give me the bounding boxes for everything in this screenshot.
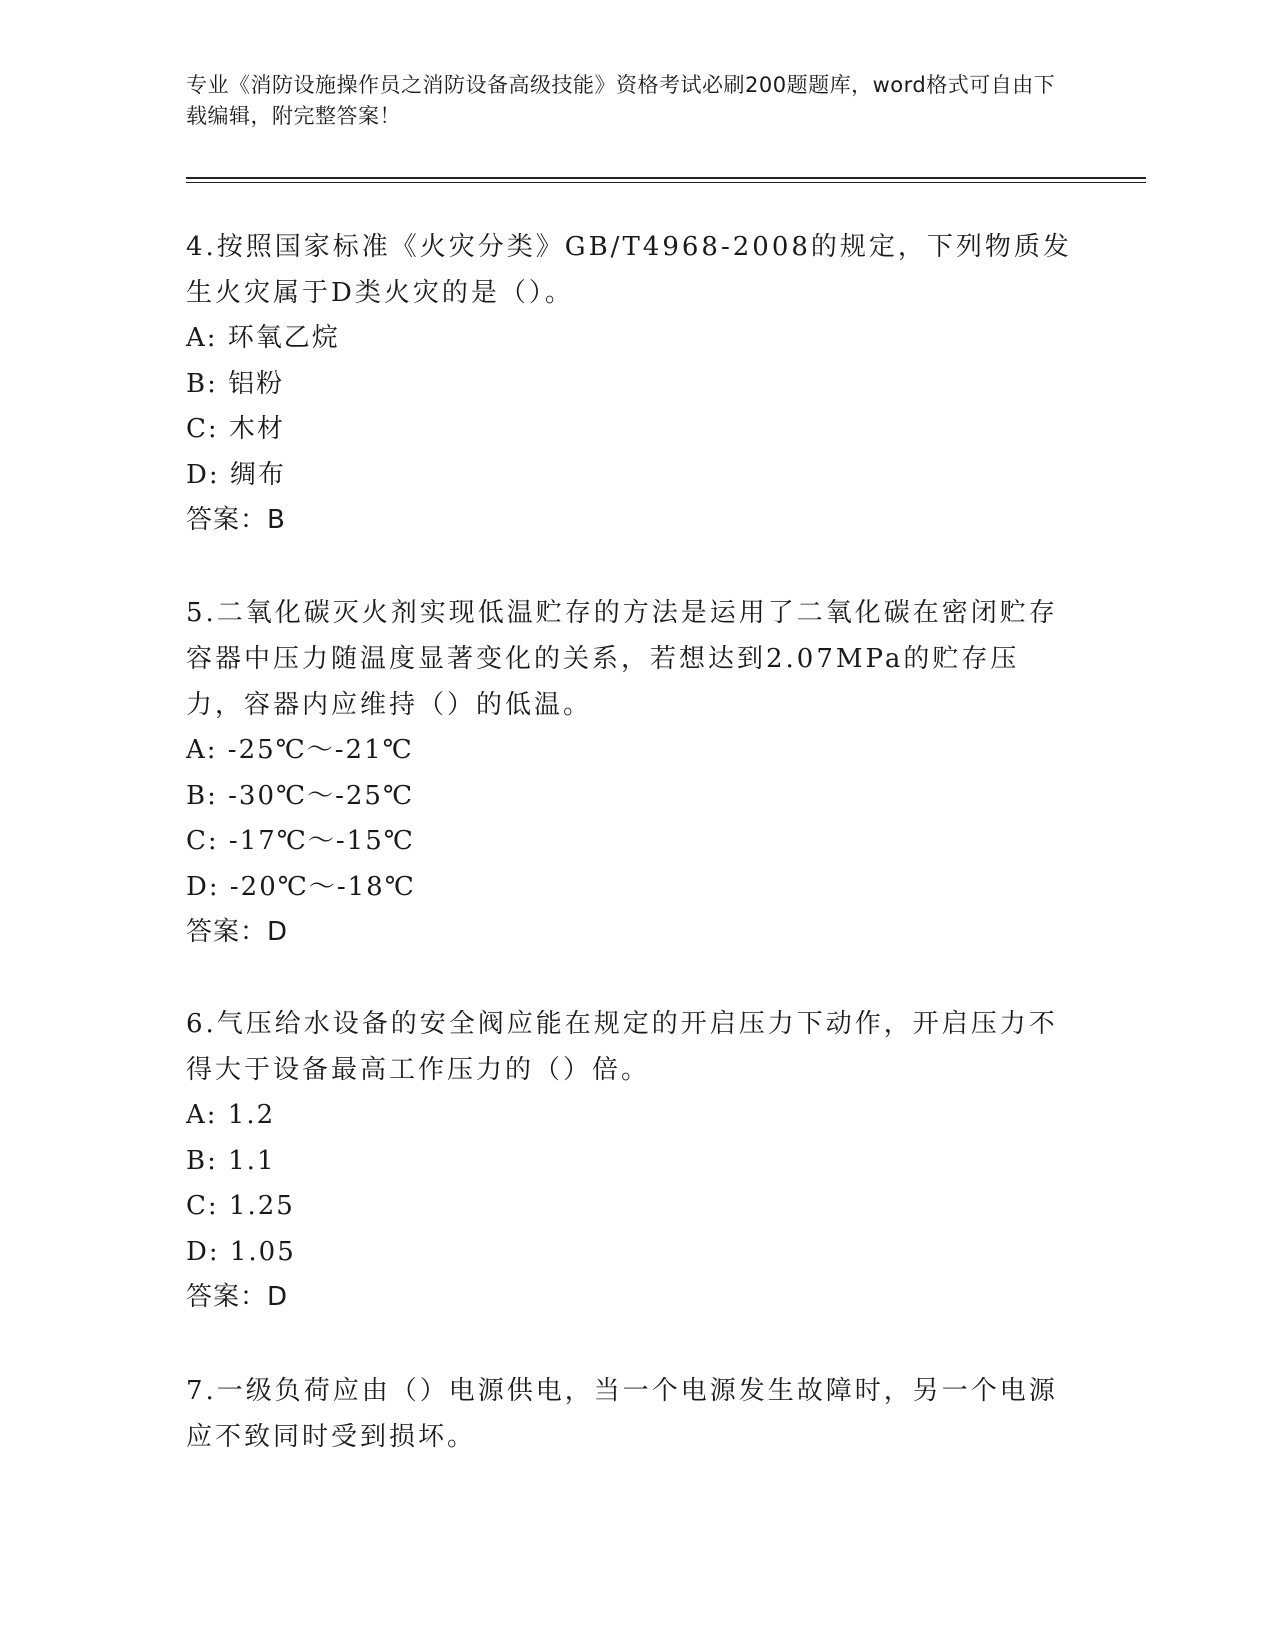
question-4 (186, 224, 1076, 543)
option-a: A: 1.2 (186, 1100, 276, 1130)
question-stem: 6.气压给水设备的安全阀应能在规定的开启压力下动作，开启压力不得大于设备最高工作压力的（）倍。 (186, 1009, 1058, 1085)
option-a: A: -25℃～-21℃ (186, 735, 414, 765)
option-d: D: 绸布 (186, 459, 286, 490)
option-c: C: 木材 (186, 414, 285, 444)
question-stem: 4.按照国家标准《火灾分类》GB/T4968-2008的规定，下列物质发生火灾属于D类火灾的是（）。 (186, 232, 1072, 308)
question-6 (186, 1001, 1076, 1320)
answer: 答案：D (186, 917, 289, 947)
option-b: B: 1.1 (186, 1145, 276, 1176)
header-divider-thin (186, 182, 1146, 183)
header-divider-thick (186, 177, 1146, 179)
option-c: C: 1.25 (186, 1191, 295, 1221)
question-stem: 7.一级负荷应由（）电源供电，当一个电源发生故障时，另一个电源应不致同时受到损坏。 (186, 1376, 1058, 1452)
answer: 答案：D (186, 1282, 289, 1312)
option-b: B: -30℃～-25℃ (186, 780, 415, 811)
answer: 答案：B (186, 505, 286, 535)
option-d: D: -20℃～-18℃ (186, 871, 416, 902)
document-header: 专业《消防设施操作员之消防设备高级技能》资格考试必刷200题题库，word格式可自由下载编辑，附完整答案！ (186, 73, 1056, 128)
question-stem: 5.二氧化碳灭火剂实现低温贮存的方法是运用了二氧化碳在密闭贮存容器中压力随温度显著变化的关系，若想达到2.07MPa的贮存压力，容器内应维持（）的低温。 (186, 598, 1058, 720)
question-7 (186, 1368, 1076, 1460)
option-a: A: 环氧乙烷 (186, 323, 340, 353)
option-b: B: 铝粉 (186, 368, 285, 399)
option-d: D: 1.05 (186, 1236, 296, 1267)
option-c: C: -17℃～-15℃ (186, 826, 415, 856)
question-5 (186, 590, 1076, 955)
